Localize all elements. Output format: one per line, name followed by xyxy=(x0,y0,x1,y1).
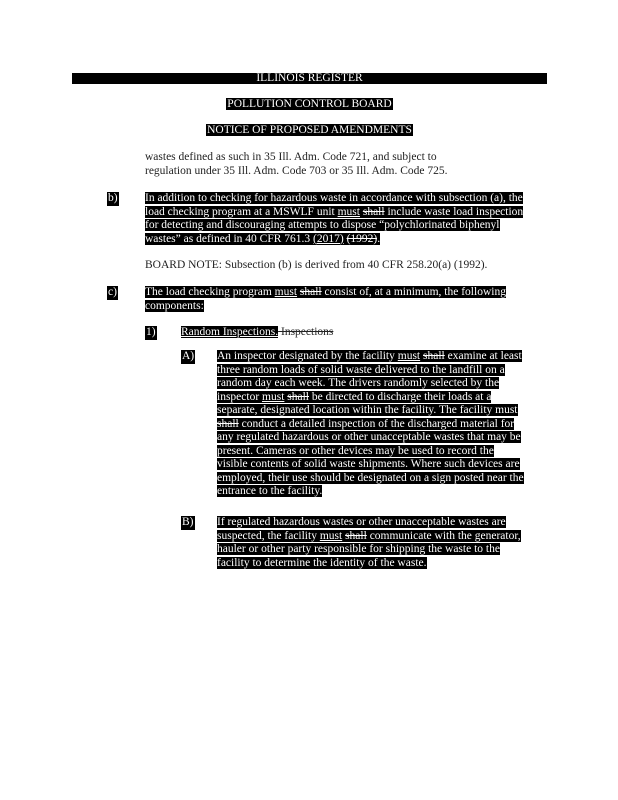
item-B-marker: B) xyxy=(182,516,194,528)
item-B-text: If regulated hazardous wastes or other unacceptable wastes are suspected, the facility must shall communicate with the generator, hauler or other party responsible for shipping the waste to the facility to determine the identity of the waste. xyxy=(217,516,521,569)
item-1-marker: 1) xyxy=(146,326,156,338)
board-note: BOARD NOTE: Subsection (b) is derived from 40 CFR 258.20(a) (1992). xyxy=(145,259,488,271)
item-1-heading: Random Inspections. Inspections xyxy=(181,326,334,338)
subsection-b-marker: b) xyxy=(108,192,118,204)
intro-line-1: wastes defined as such in 35 Ill. Adm. Code 721, and subject to xyxy=(145,151,437,163)
register-title: ILLINOIS REGISTER xyxy=(256,72,363,84)
subsection-c-marker: c) xyxy=(108,286,117,298)
item-A-marker: A) xyxy=(182,350,195,362)
intro-line-2: regulation under 35 Ill. Adm. Code 703 or 35 Ill. Adm. Code 725. xyxy=(145,165,448,177)
item-A-text: An inspector designated by the facility must shall examine at least three random loads of solid waste delivered to the landfill on a random day each week. The drivers randomly selected by the inspector must shall be directed to discharge their loads at a separate, designated location within the facility. The facility must shall conduct a detailed inspection of the discharged material for any regulated hazardous or other unacceptable wastes that may be present. Cameras or other devices may be used to record the visible contents of solid waste shipments. Where such devices are employed, their use should be designated on a sign posted near the entrance to the facility. xyxy=(217,350,524,497)
board-title: POLLUTION CONTROL BOARD xyxy=(227,98,392,110)
notice-title: NOTICE OF PROPOSED AMENDMENTS xyxy=(207,124,412,136)
subsection-b-text: In addition to checking for hazardous waste in accordance with subsection (a), the load checking program at a MSWLF unit must shall include waste load inspection for detecting and discouraging attempts to dispose “polychlorinated biphenyl wastes” as defined in 40 CFR 761.3 (2017) (1992). xyxy=(145,192,524,245)
subsection-c-text: The load checking program must shall consist of, at a minimum, the following components: xyxy=(145,286,506,312)
